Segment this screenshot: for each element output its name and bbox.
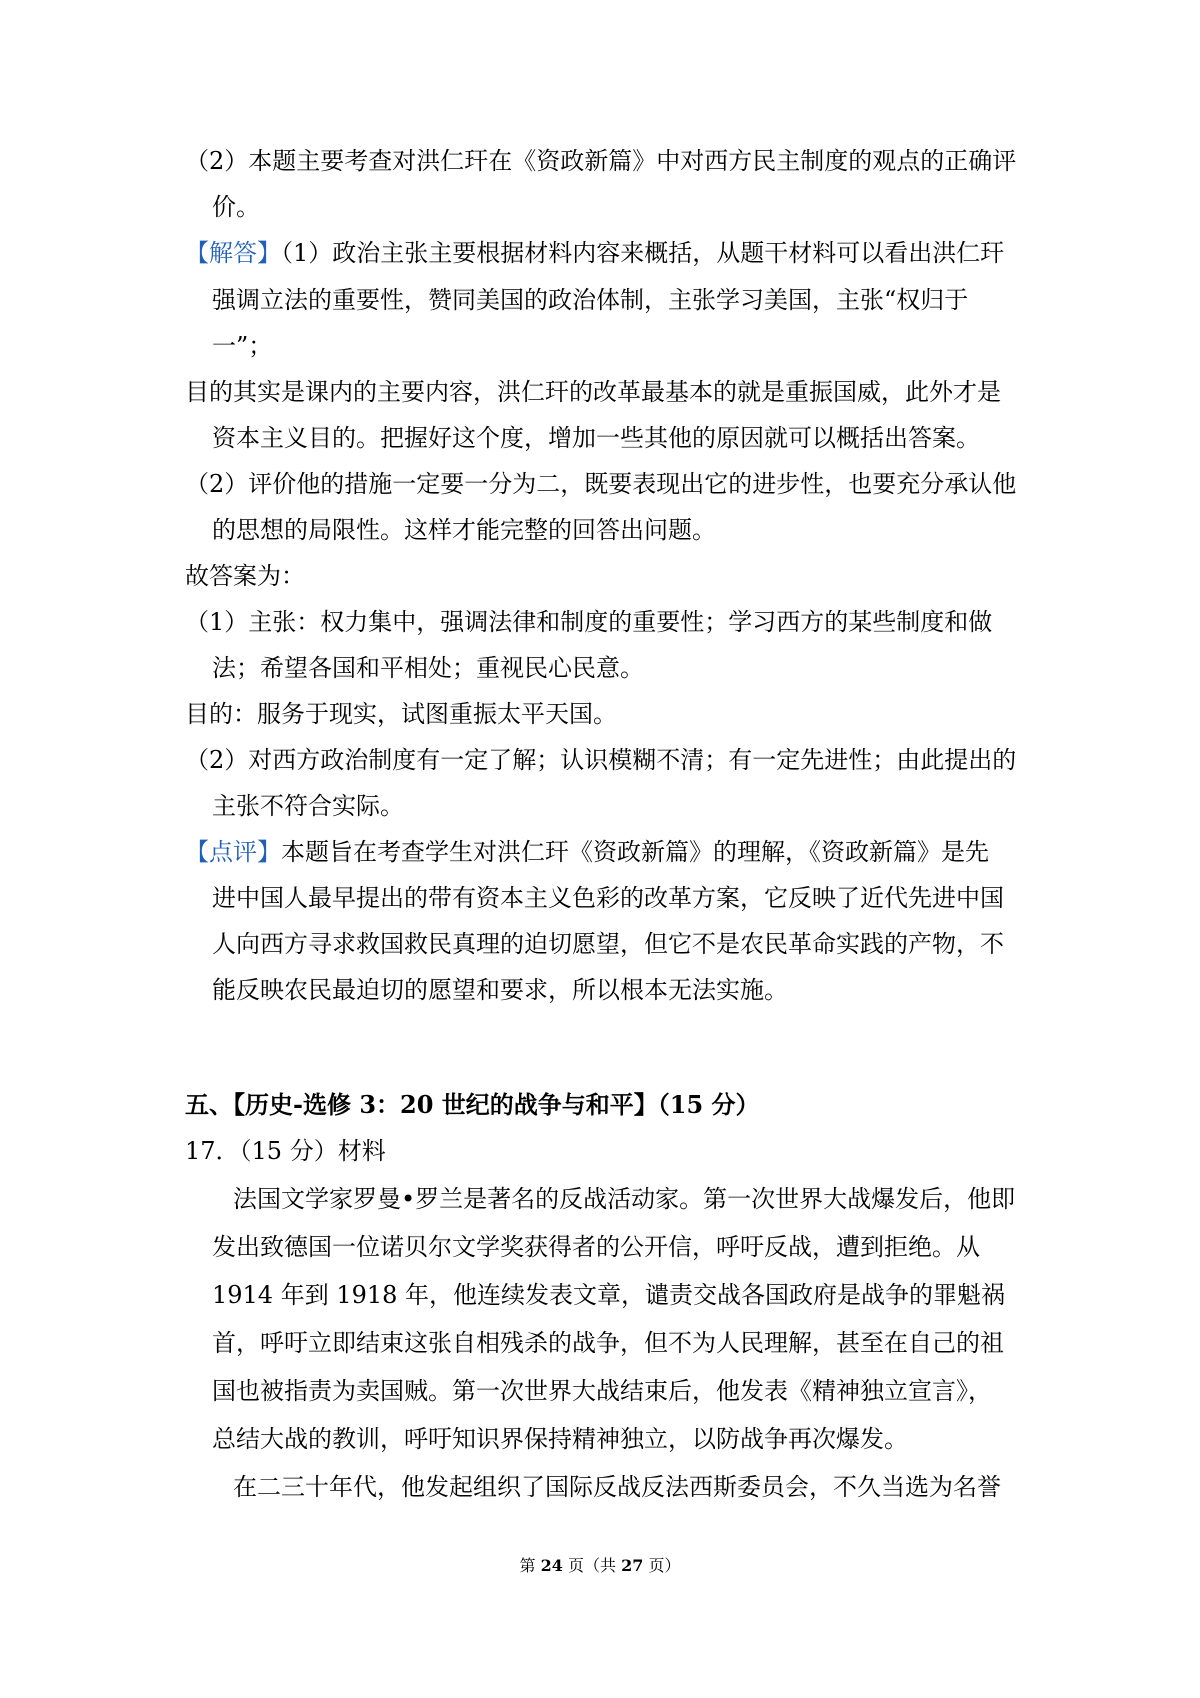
answer-line-1-text: （1）政治主张主要根据材料内容来概括，从题干材料可以看出洪仁玕 — [281, 239, 1005, 267]
answer-item-2-line-2: 主张不符合实际。 — [212, 792, 404, 820]
answer-line-5: 资本主义目的。把握好这个度，增加一些其他的原因就可以概括出答案。 — [212, 424, 980, 452]
material-line-1: 法国文学家罗曼•罗兰是著名的反战活动家。第一次世界大战爆发后，他即 — [233, 1185, 1016, 1213]
material-line-5: 国也被指责为卖国贼。第一次世界大战结束后，他发表《精神独立宣言》， — [212, 1377, 992, 1405]
answer-tag: 【解答】 — [185, 239, 281, 267]
section-heading: 五、【历史-选修 3：20 世纪的战争与和平】（15 分） — [185, 1090, 760, 1119]
comment-line-4: 能反映农民最迫切的愿望和要求，所以根本无法实施。 — [212, 976, 788, 1004]
comment-line-1 — [185, 837, 989, 867]
material-line-2: 发出致德国一位诺贝尔文学奖获得者的公开信，呼吁反战，遭到拒绝。从 — [212, 1233, 980, 1261]
answer-line-2: 强调立法的重要性，赞同美国的政治体制，主张学习美国，主张“权归于 — [212, 286, 969, 314]
answer-line-1 — [185, 238, 1004, 268]
answer-line-6: （2）评价他的措施一定要一分为二，既要表现出它的进步性，也要充分承认他 — [185, 470, 1017, 498]
answer-line-4: 目的其实是课内的主要内容，洪仁玕的改革最基本的就是重振国威，此外才是 — [185, 378, 1001, 406]
comment-tag: 【点评】 — [185, 838, 281, 866]
answer-line-7: 的思想的局限性。这样才能完整的回答出问题。 — [212, 516, 716, 544]
page-number: 24 — [540, 1556, 563, 1575]
material-line-4: 首，呼吁立即结束这张自相残杀的战争，但不为人民理解，甚至在自己的祖 — [212, 1329, 1004, 1357]
analysis-point-2-line-2: 价。 — [212, 193, 260, 221]
question-17-title: 17．（15 分）材料 — [185, 1137, 386, 1165]
comment-line-3: 人向西方寻求救国救民真理的迫切愿望，但它不是农民革命实践的产物，不 — [212, 930, 1004, 958]
comment-line-2: 进中国人最早提出的带有资本主义色彩的改革方案，它反映了近代先进中国 — [212, 884, 1004, 912]
comment-line-1-text: 本题旨在考查学生对洪仁玕《资政新篇》的理解，《资政新篇》是先 — [281, 838, 989, 866]
material-line-3: 1914 年到 1918 年，他连续发表文章，谴责交战各国政府是战争的罪魁祸 — [212, 1281, 1006, 1309]
page-footer — [0, 1555, 1200, 1577]
material-line-7: 在二三十年代，他发起组织了国际反战反法西斯委员会，不久当选为名誉 — [233, 1473, 1001, 1501]
answer-item-1-line-2: 法；希望各国和平相处；重视民心民意。 — [212, 654, 644, 682]
answer-item-1-line-1: （1）主张：权力集中，强调法律和制度的重要性；学习西方的某些制度和做 — [185, 608, 993, 636]
material-line-6: 总结大战的教训，呼吁知识界保持精神独立，以防战争再次爆发。 — [212, 1425, 908, 1453]
analysis-point-2-line-1: （2）本题主要考查对洪仁玕在《资政新篇》中对西方民主制度的观点的正确评 — [185, 147, 1017, 175]
footer-prefix: 第 — [519, 1556, 541, 1575]
footer-suffix: 页） — [643, 1556, 681, 1575]
answer-summary-label: 故答案为： — [185, 562, 305, 590]
total-pages: 27 — [621, 1556, 644, 1575]
answer-line-3: 一”； — [212, 332, 273, 360]
answer-item-2-line-1: （2）对西方政治制度有一定了解；认识模糊不清；有一定先进性；由此提出的 — [185, 746, 1017, 774]
answer-purpose: 目的：服务于现实，试图重振太平天国。 — [185, 700, 617, 728]
footer-middle: 页（共 — [562, 1556, 622, 1575]
